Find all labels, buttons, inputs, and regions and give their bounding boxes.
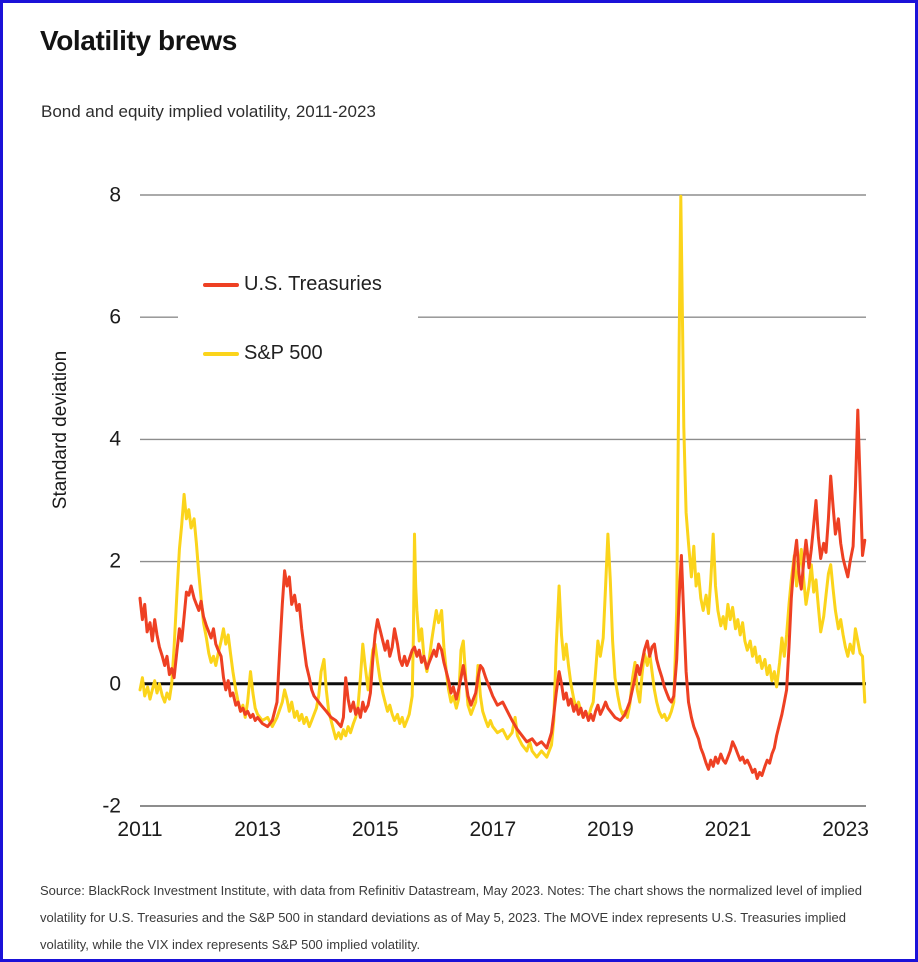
x-axis-tick-labels — [117, 818, 869, 841]
us-treasuries-line — [140, 410, 865, 778]
x-tick-label: 2015 — [351, 818, 399, 841]
chart-subtitle: Bond and equity implied volatility, 2011-2023 — [41, 102, 376, 121]
y-tick-label: 0 — [109, 672, 121, 696]
page-title: Volatility brews — [40, 25, 237, 56]
y-tick-label: 6 — [109, 305, 121, 329]
volatility-chart — [3, 3, 918, 962]
chart-legend — [178, 255, 418, 383]
y-axis-title: Standard deviation — [50, 350, 71, 510]
y-tick-label: -2 — [102, 794, 121, 818]
legend-label-us-treasuries: U.S. Treasuries — [244, 273, 382, 295]
x-tick-label: 2023 — [822, 818, 869, 841]
sp500-line-swatch — [203, 352, 239, 356]
x-tick-label: 2011 — [117, 818, 163, 841]
source-note: Source: BlackRock Investment Institute, with data from Refinitiv Datastream, May 2023. Notes: The chart shows the normalized level of implied volatility for U.S. Treasuries and the S&P 500 in standard deviations as of May 5, 2023. The MOVE index represents U.S. Treasuries implied volatility, while the VIX index represents S&P 500 implied volatility. — [40, 883, 863, 952]
y-tick-label: 8 — [109, 183, 121, 207]
legend-item-sp500 — [203, 342, 418, 365]
legend-label-sp500: S&P 500 — [244, 342, 323, 364]
x-tick-label: 2019 — [587, 818, 634, 841]
y-tick-label: 4 — [109, 427, 121, 451]
y-axis-tick-labels — [102, 184, 121, 818]
us-treasuries-line-swatch — [203, 283, 239, 287]
legend-item-us-treasuries — [203, 273, 418, 296]
x-tick-label: 2013 — [234, 818, 281, 841]
y-tick-label: 2 — [109, 549, 121, 573]
x-tick-label: 2017 — [469, 818, 517, 841]
x-tick-label: 2021 — [704, 818, 752, 841]
